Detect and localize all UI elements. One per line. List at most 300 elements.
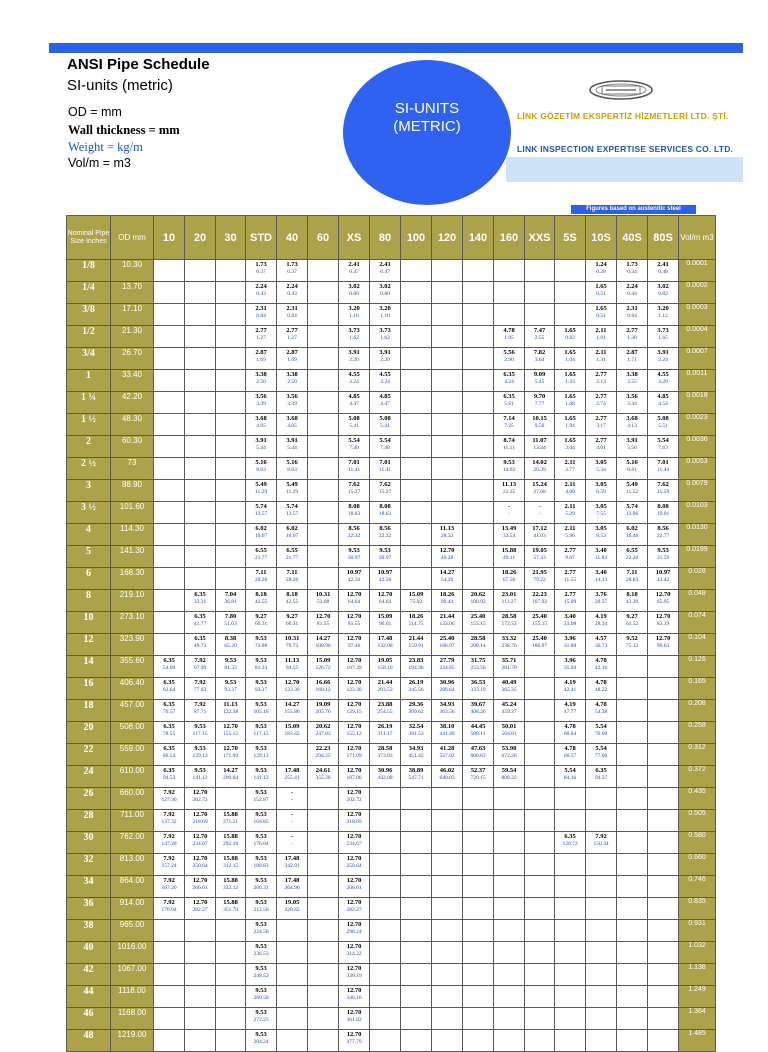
weight-value: 96.01	[378, 620, 392, 627]
weight-value: 8.63	[256, 466, 266, 473]
weight-value: 266.61	[192, 884, 208, 891]
weight-value: 260.50	[253, 994, 269, 1001]
wall-thickness-value: 34.93	[408, 745, 424, 752]
wall-thickness-value: 9.53	[194, 767, 206, 774]
schedule-cell	[154, 458, 185, 480]
schedule-cell	[555, 744, 586, 766]
schedule-cell	[555, 942, 586, 964]
wall-thickness-value: 3.40	[564, 613, 576, 620]
wall-thickness-value: 8.18	[255, 591, 267, 598]
schedule-cell	[370, 634, 401, 656]
schedule-cell	[555, 612, 586, 634]
schedule-cell	[185, 942, 216, 964]
nominal-size-cell: 42	[67, 964, 111, 986]
wall-thickness-value: 2.31	[626, 305, 638, 312]
wall-thickness-value: 53.98	[501, 745, 517, 752]
wall-thickness-value: 3.91	[348, 349, 360, 356]
wall-thickness-value: 45.24	[501, 701, 517, 708]
schedule-cell	[370, 612, 401, 634]
schedule-cell	[648, 458, 679, 480]
schedule-cell	[277, 722, 308, 744]
wall-thickness-value: 5.08	[657, 415, 669, 422]
weight-value: 49.73	[193, 642, 207, 649]
weight-value: 2.50	[287, 378, 297, 385]
table-header-row	[67, 216, 716, 260]
schedule-cell	[555, 546, 586, 568]
weight-value: 4.47	[349, 400, 359, 407]
weight-value: 7.48	[349, 444, 359, 451]
weight-value: 4.13	[627, 422, 637, 429]
schedule-cell	[246, 392, 277, 414]
table-row	[67, 326, 716, 348]
weight-value: 8.81	[627, 466, 637, 473]
wall-thickness-value: 6.35	[194, 591, 206, 598]
schedule-cell	[154, 546, 185, 568]
company-name-tr: LİNK GÖZETİM EKSPERTİZ HİZMETLERİ LTD. ŞTİ.	[517, 111, 729, 121]
weight-value: 7.25	[504, 422, 514, 429]
wall-thickness-value: 6.02	[286, 525, 298, 532]
wall-thickness-value: 9.53	[255, 921, 267, 928]
schedule-cell	[216, 898, 246, 920]
schedule-cell	[308, 722, 339, 744]
weight-value: 160.12	[315, 686, 331, 693]
schedule-cell	[339, 436, 370, 458]
wall-thickness-value: 7.11	[626, 569, 638, 576]
wall-thickness-value: 25.40	[532, 635, 547, 642]
wall-thickness-value: 12.70	[439, 547, 455, 554]
weight-value: 342.91	[284, 862, 300, 869]
schedule-cell	[463, 1030, 494, 1052]
weight-value: 365.35	[501, 686, 517, 693]
weight-value: 203.53	[377, 686, 393, 693]
schedule-cell	[185, 678, 216, 700]
header-sch-10s: 10S	[586, 216, 617, 260]
schedule-cell	[617, 678, 648, 700]
schedule-cell	[277, 898, 308, 920]
weight-value: 292.18	[222, 840, 239, 847]
wall-thickness-value: 2.77	[595, 393, 607, 400]
weight-value: 93.27	[254, 686, 268, 693]
schedule-cell	[216, 876, 246, 898]
wall-thickness-value: 12.70	[192, 811, 208, 818]
weight-value: 1.69	[256, 356, 266, 363]
volume-cell: 0.165	[679, 678, 716, 700]
wall-thickness-value: 19.05	[284, 899, 300, 906]
wall-thickness-value: 9.53	[224, 657, 237, 664]
schedule-cell	[586, 898, 617, 920]
schedule-cell	[401, 436, 432, 458]
schedule-cell	[432, 1008, 463, 1030]
schedule-cell	[339, 260, 370, 282]
schedule-cell	[216, 1030, 246, 1052]
volume-cell: 0.0103	[679, 502, 716, 524]
schedule-cell	[308, 414, 339, 436]
schedule-cell	[432, 260, 463, 282]
wall-thickness-value: 2.87	[286, 349, 298, 356]
wall-thickness-value: 9.53	[379, 547, 391, 554]
weight-value: 6.59	[596, 488, 606, 495]
schedule-cell	[154, 788, 185, 810]
schedule-cell	[246, 568, 277, 590]
schedule-cell	[154, 678, 185, 700]
schedule-cell	[308, 744, 339, 766]
weight-value: 157.24	[161, 862, 177, 869]
weight-value: 11.44	[656, 466, 670, 473]
wall-thickness-value: 7.92	[163, 789, 175, 796]
schedule-cell	[648, 700, 679, 722]
schedule-cell	[246, 876, 277, 898]
table-row	[67, 678, 716, 700]
schedule-cell	[185, 282, 216, 304]
schedule-cell	[339, 568, 370, 590]
schedule-cell	[432, 700, 463, 722]
schedule-cell	[339, 326, 370, 348]
schedule-cell	[277, 612, 308, 634]
wall-thickness-value: 4.78	[503, 327, 515, 334]
wall-thickness-value: 9.09	[533, 371, 546, 378]
weight-value: 15.59	[656, 488, 670, 495]
schedule-cell	[586, 788, 617, 810]
weight-value: 2.55	[627, 378, 637, 385]
volume-cell: 0.0036	[679, 436, 716, 458]
weight-value: 21.35	[502, 488, 516, 495]
weight-value: -	[538, 510, 541, 517]
schedule-cell	[463, 326, 494, 348]
od-cell: 26.70	[111, 348, 154, 370]
table-row	[67, 458, 716, 480]
schedule-cell	[401, 282, 432, 304]
wall-thickness-value: 5.54	[379, 437, 391, 444]
weight-value: 1.33	[565, 378, 575, 385]
weight-value: 202.72	[192, 796, 208, 803]
schedule-cell	[216, 414, 246, 436]
wall-thickness-value: 9.53	[255, 987, 267, 994]
schedule-cell	[586, 942, 617, 964]
schedule-cell	[339, 832, 370, 854]
schedule-cell	[370, 392, 401, 414]
schedule-cell	[154, 612, 185, 634]
wall-thickness-value: 15.88	[223, 877, 238, 884]
wall-thickness-value: 3.91	[657, 349, 669, 356]
nominal-size-cell: 3 ½	[67, 502, 111, 524]
wall-thickness-value: 9.27	[626, 613, 638, 620]
weight-value: 4.54	[658, 400, 668, 407]
nominal-size-cell: 1 ¼	[67, 392, 111, 414]
wall-thickness-value: 2.11	[564, 459, 576, 466]
wall-thickness-value: 22.23	[532, 591, 547, 598]
wall-thickness-value: 12.70	[346, 613, 362, 620]
wall-thickness-value: 8.08	[657, 503, 669, 510]
wall-thickness-value: 13.49	[501, 525, 517, 532]
schedule-cell	[154, 942, 185, 964]
schedule-cell	[277, 1008, 308, 1030]
schedule-cell	[648, 832, 679, 854]
wall-thickness-value: 5.74	[255, 503, 267, 510]
table-row	[67, 370, 716, 392]
schedule-cell	[463, 986, 494, 1008]
schedule-cell	[246, 678, 277, 700]
schedule-cell	[370, 854, 401, 876]
schedule-cell	[525, 788, 555, 810]
weight-value: 5.44	[256, 444, 266, 451]
schedule-cell	[525, 480, 555, 502]
schedule-cell	[648, 304, 679, 326]
weight-value: 363.56	[439, 708, 455, 715]
wall-thickness-value: 28.58	[470, 635, 486, 642]
weight-value: 309.62	[408, 708, 424, 715]
wall-thickness-value: 8.74	[503, 437, 515, 444]
wall-thickness-value: 8.56	[379, 525, 391, 532]
weight-value: 129.13	[253, 752, 269, 759]
weight-value: 330.19	[346, 972, 362, 979]
schedule-cell	[154, 282, 185, 304]
wall-thickness-value: 25.40	[532, 613, 547, 620]
schedule-cell	[494, 370, 525, 392]
schedule-cell	[617, 876, 648, 898]
wall-thickness-value: 4.78	[595, 679, 607, 686]
wall-thickness-value: 3.02	[348, 283, 360, 290]
schedule-cell	[370, 678, 401, 700]
weight-value: 49.11	[502, 554, 516, 561]
wall-thickness-value: 12.70	[346, 1009, 362, 1016]
volume-cell: 0.0079	[679, 480, 716, 502]
wall-thickness-value: 5.49	[255, 481, 267, 488]
schedule-cell	[617, 568, 648, 590]
wall-thickness-value: 15.09	[377, 613, 393, 620]
schedule-cell	[154, 590, 185, 612]
schedule-cell	[555, 568, 586, 590]
wall-thickness-value: 19.05	[532, 547, 547, 554]
wall-thickness-value: 1.73	[255, 261, 267, 268]
schedule-cell	[370, 964, 401, 986]
weight-value: 31.88	[563, 642, 577, 649]
header-sch-xxs: XXS	[525, 216, 555, 260]
wall-thickness-value: 6.55	[626, 547, 638, 554]
schedule-cell	[401, 370, 432, 392]
schedule-cell	[216, 854, 246, 876]
schedule-cell	[277, 414, 308, 436]
volume-cell: 1.032	[679, 942, 716, 964]
weight-value: 5.56	[627, 444, 637, 451]
wall-thickness-value: 3.05	[595, 525, 607, 532]
schedule-cell	[216, 942, 246, 964]
schedule-cell	[525, 964, 555, 986]
schedule-cell	[463, 392, 494, 414]
nominal-size-cell: 32	[67, 854, 111, 876]
weight-value: 90.44	[440, 598, 454, 605]
schedule-cell	[308, 546, 339, 568]
wall-thickness-value: 18.26	[439, 591, 455, 598]
wall-thickness-value: 9.53	[255, 767, 267, 774]
weight-value: 22.32	[347, 532, 361, 539]
weight-value: 141.12	[253, 774, 269, 781]
wall-thickness-value: 3.91	[255, 437, 267, 444]
schedule-cell	[494, 986, 525, 1008]
schedule-cell	[308, 788, 339, 810]
weight-value: 28.34	[594, 620, 608, 627]
schedule-cell	[463, 634, 494, 656]
wall-thickness-value: 12.70	[346, 811, 362, 818]
wall-thickness-value: 7.62	[657, 481, 669, 488]
schedule-cell	[401, 568, 432, 590]
weight-value: 129.13	[192, 752, 208, 759]
weight-value: 508.11	[470, 730, 486, 737]
wall-thickness-value: 2.77	[564, 591, 576, 598]
weight-value: 224.65	[439, 664, 455, 671]
weight-value: 117.15	[253, 730, 269, 737]
od-cell: 1168.00	[111, 1008, 154, 1030]
wall-thickness-value: 10.31	[315, 591, 331, 598]
schedule-cell	[586, 656, 617, 678]
schedule-cell	[246, 260, 277, 282]
volume-cell: 0.660	[679, 854, 716, 876]
schedule-cell	[185, 1030, 216, 1052]
nominal-size-cell: 20	[67, 722, 111, 744]
schedule-cell	[463, 590, 494, 612]
schedule-cell	[432, 436, 463, 458]
schedule-cell	[463, 348, 494, 370]
schedule-cell	[586, 854, 617, 876]
schedule-cell	[216, 678, 246, 700]
header-sch-20: 20	[185, 216, 216, 260]
wall-thickness-value: 11.07	[532, 437, 547, 444]
weight-value: 205.76	[315, 708, 331, 715]
schedule-cell	[648, 986, 679, 1008]
od-cell: 60.30	[111, 436, 154, 458]
wall-thickness-value: 6.35	[503, 393, 515, 400]
nominal-size-cell: 24	[67, 766, 111, 788]
weight-value: 209.64	[222, 774, 239, 781]
schedule-cell	[555, 986, 586, 1008]
weight-value: 132.08	[377, 642, 393, 649]
schedule-cell	[401, 1008, 432, 1030]
schedule-cell	[246, 546, 277, 568]
weight-value: 281.70	[501, 664, 517, 671]
wall-thickness-value: 14.27	[315, 635, 331, 642]
wall-thickness-value: 6.35	[163, 701, 175, 708]
schedule-cell	[154, 722, 185, 744]
schedule-cell	[432, 326, 463, 348]
weight-value: 451.42	[408, 752, 424, 759]
volume-cell: 0.835	[679, 898, 716, 920]
table-row	[67, 568, 716, 590]
schedule-cell	[463, 1008, 494, 1030]
schedule-cell	[586, 832, 617, 854]
schedule-cell	[463, 436, 494, 458]
weight-value: 70.00	[594, 730, 608, 737]
nominal-size-cell: 2 ½	[67, 458, 111, 480]
wall-thickness-value: 5.54	[595, 745, 607, 752]
weight-value: 41.77	[193, 620, 207, 627]
schedule-cell	[525, 634, 555, 656]
schedule-cell	[617, 392, 648, 414]
wall-thickness-value: 12.70	[346, 657, 362, 664]
wall-thickness-value: 7.92	[194, 679, 206, 686]
wall-thickness-value: 25.40	[470, 613, 486, 620]
weight-value: 155.12	[222, 730, 239, 737]
schedule-cell	[586, 480, 617, 502]
schedule-cell	[463, 414, 494, 436]
table-row	[67, 436, 716, 458]
wall-thickness-value: 6.35	[595, 767, 607, 774]
weight-value: 420.42	[284, 906, 300, 913]
schedule-cell	[617, 854, 648, 876]
wall-thickness-value: 50.01	[501, 723, 517, 730]
schedule-cell	[648, 1008, 679, 1030]
schedule-cell	[339, 700, 370, 722]
weight-value: 236.53	[253, 950, 269, 957]
schedule-cell	[308, 392, 339, 414]
wall-thickness-value: 35.71	[501, 657, 517, 664]
weight-value: 77.06	[594, 752, 608, 759]
schedule-cell	[432, 810, 463, 832]
wall-thickness-value: 30.96	[377, 767, 393, 774]
wall-thickness-value: 5.74	[626, 503, 638, 510]
weight-value: 60.31	[254, 620, 268, 627]
schedule-cell	[463, 766, 494, 788]
schedule-cell	[617, 524, 648, 546]
schedule-cell	[525, 392, 555, 414]
weight-value: 94.37	[594, 774, 608, 781]
wall-thickness-value: 4.19	[595, 613, 607, 620]
wall-thickness-value: 9.53	[255, 657, 267, 664]
weight-value: 16.07	[285, 532, 299, 539]
schedule-cell	[370, 942, 401, 964]
weight-value: 2.20	[380, 356, 390, 363]
weight-value: 186.97	[531, 642, 548, 649]
schedule-cell	[494, 480, 525, 502]
schedule-cell	[308, 524, 339, 546]
weight-value: 0.51	[596, 290, 606, 297]
schedule-cell	[339, 656, 370, 678]
wall-thickness-value: 9.53	[194, 745, 206, 752]
schedule-cell	[308, 634, 339, 656]
schedule-cell	[525, 656, 555, 678]
wall-thickness-value: 3.38	[255, 371, 267, 378]
schedule-cell	[432, 590, 463, 612]
schedule-cell	[432, 854, 463, 876]
table-row	[67, 304, 716, 326]
weight-value: 183.42	[284, 730, 300, 737]
table-row	[67, 854, 716, 876]
weight-value: 105.16	[253, 708, 269, 715]
schedule-cell	[648, 546, 679, 568]
schedule-cell	[277, 590, 308, 612]
wall-thickness-value: 2.31	[286, 305, 298, 312]
schedule-cell	[246, 744, 277, 766]
wall-thickness-value: 2.24	[626, 283, 638, 290]
schedule-cell	[401, 898, 432, 920]
wall-thickness-value: 3.56	[626, 393, 638, 400]
wall-thickness-value: 19.05	[377, 657, 393, 664]
od-cell: 1067.00	[111, 964, 154, 986]
schedule-cell	[308, 348, 339, 370]
schedule-cell	[617, 480, 648, 502]
weight-value: 15.27	[347, 488, 361, 495]
wall-thickness-value: 2.77	[595, 371, 607, 378]
schedule-cell	[525, 568, 555, 590]
wall-thickness-value: 12.70	[192, 855, 208, 862]
volume-cell: 0.0004	[679, 326, 716, 348]
schedule-cell	[370, 744, 401, 766]
schedule-cell	[277, 788, 308, 810]
schedule-cell	[432, 524, 463, 546]
schedule-cell	[494, 590, 525, 612]
schedule-cell	[525, 546, 555, 568]
weight-value: 171.09	[346, 752, 362, 759]
schedule-cell	[339, 1008, 370, 1030]
weight-value: 70.57	[162, 708, 176, 715]
